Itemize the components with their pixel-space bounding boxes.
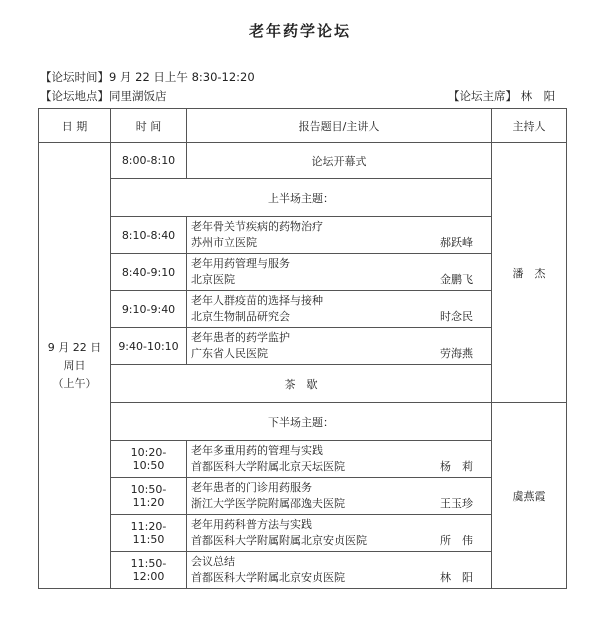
schedule-table <box>38 108 567 589</box>
host-second-half: 虞燕霞 <box>492 403 567 589</box>
talk-cell: 老年用药管理与服务 北京医院 金鹏飞 <box>187 254 492 291</box>
first-half-theme: 上半场主题： <box>111 179 492 217</box>
page-title: 老年药学论坛 <box>248 22 351 40</box>
header-topic: 报告题目/主讲人 <box>187 109 492 143</box>
talk-cell: 老年患者的门诊用药服务 浙江大学医学院附属邵逸夫医院 王玉珍 <box>187 478 492 515</box>
host-first-half: 潘 杰 <box>492 143 567 403</box>
speaker: 杨 莉 <box>440 460 473 473</box>
talk-cell: 会议总结 首都医科大学附属北京安贞医院 林 阳 <box>187 552 492 589</box>
speaker: 劳海燕 <box>440 347 473 360</box>
date-cell: 9 月 22 日 周日 （上午） <box>39 143 111 589</box>
header-host: 主持人 <box>492 109 567 143</box>
header-time: 时 间 <box>111 109 187 143</box>
talk-cell: 老年多重用药的管理与实践 首都医科大学附属北京天坛医院 杨 莉 <box>187 441 492 478</box>
speaker: 时念民 <box>440 310 473 323</box>
second-half-theme: 下半场主题： <box>111 403 492 441</box>
opening-text: 论坛开幕式 <box>187 143 492 179</box>
table-row: 8:40-9:10 老年用药管理与服务 北京医院 金鹏飞 <box>39 254 567 291</box>
speaker: 金鹏飞 <box>440 273 473 286</box>
table-row: 11:20-11:50 老年用药科普方法与实践 首都医科大学附属附属北京安贞医院 所 伟 <box>39 515 567 552</box>
talk-cell: 老年用药科普方法与实践 首都医科大学附属附属北京安贞医院 所 伟 <box>187 515 492 552</box>
speaker: 郝跃峰 <box>440 236 473 249</box>
table-row: 11:50-12:00 会议总结 首都医科大学附属北京安贞医院 林 阳 <box>39 552 567 589</box>
talk-cell: 老年人群疫苗的选择与接种 北京生物制品研究会 时念民 <box>187 291 492 328</box>
talk-cell: 老年骨关节疾病的药物治疗 苏州市立医院 郝跃峰 <box>187 217 492 254</box>
forum-chair: 【论坛主席】 林 阳 <box>448 89 556 103</box>
table-row <box>39 365 567 403</box>
table-row: 10:20-10:50 老年多重用药的管理与实践 首都医科大学附属北京天坛医院 杨 莉 <box>39 441 567 478</box>
talk-cell: 老年患者的药学监护 广东省人民医院 劳海燕 <box>187 328 492 365</box>
speaker: 所 伟 <box>440 534 473 547</box>
tea-break: 茶 歇 <box>111 365 492 403</box>
table-row: 9:10-9:40 老年人群疫苗的选择与接种 北京生物制品研究会 时念民 <box>39 291 567 328</box>
table-row: 8:10-8:40 老年骨关节疾病的药物治疗 苏州市立医院 郝跃峰 <box>39 217 567 254</box>
table-row <box>39 179 567 217</box>
header-date: 日 期 <box>39 109 111 143</box>
table-row: 10:50-11:20 老年患者的门诊用药服务 浙江大学医学院附属邵逸夫医院 王玉珍 <box>39 478 567 515</box>
table-row: 9:40-10:10 老年患者的药学监护 广东省人民医院 劳海燕 <box>39 328 567 365</box>
opening-time: 8:00-8:10 <box>111 143 187 179</box>
table-row <box>39 143 567 179</box>
forum-location: 【论坛地点】同里湖饭店 <box>40 89 167 103</box>
speaker: 林 阳 <box>440 571 473 584</box>
forum-time: 【论坛时间】9 月 22 日上午 8:30-12:20 <box>40 70 255 84</box>
table-row <box>39 403 567 441</box>
speaker: 王玉珍 <box>440 497 473 510</box>
